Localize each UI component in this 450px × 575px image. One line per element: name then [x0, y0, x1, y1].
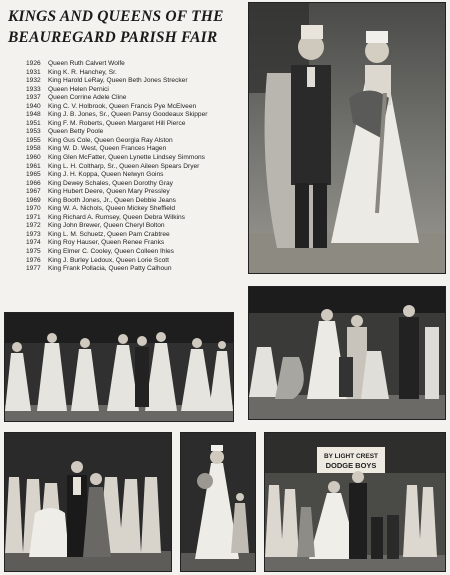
list-item — [26, 111, 246, 120]
entry-year: 1976 — [26, 256, 41, 264]
entry-year: 1961 — [26, 162, 41, 170]
entry-year: 1965 — [26, 171, 41, 179]
entry-names: King L. H. Coltharp, Sr., Queen Aileen Spears Dryer — [48, 162, 200, 170]
list-item — [26, 103, 246, 112]
list-item — [26, 137, 246, 146]
entry-names: King Frank Pollacia, Queen Patty Calhoun — [48, 265, 172, 273]
entry-year: 1958 — [26, 145, 41, 153]
entry-names: Queen Betty Poole — [48, 128, 104, 136]
entry-names: King Harold LeRay, Queen Beth Jones Strecker — [48, 77, 188, 85]
entry-year: 1948 — [26, 111, 41, 119]
entry-names: Queen Helen Pernici — [48, 85, 109, 93]
photo-court-lineup — [4, 432, 172, 572]
entry-names: Queen Corrine Adele Cline — [48, 94, 127, 102]
list-item — [26, 231, 246, 240]
title-line-1: KINGS AND QUEENS OF THE — [8, 8, 224, 25]
entry-year: 1972 — [26, 222, 41, 230]
photo-court-under-sign — [264, 432, 446, 572]
royalty-list — [26, 60, 246, 274]
entry-names: King F. M. Roberts, Queen Margaret Hill Pierce — [48, 119, 186, 127]
entry-names: King J. Burley Ledoux, Queen Lorie Scott — [48, 256, 169, 264]
page-title — [8, 6, 240, 48]
list-item — [26, 257, 246, 266]
entry-names: King Hubert Deere, Queen Mary Pressley — [48, 188, 170, 196]
entry-year: 1926 — [26, 60, 41, 67]
entry-names: King John Brewer, Queen Cheryl Bolton — [48, 222, 165, 230]
list-item — [26, 265, 246, 274]
photo-group-stage-children — [4, 312, 234, 422]
entry-names: King W. D. West, Queen Frances Hagen — [48, 145, 167, 153]
photo-king-queen-couple — [248, 2, 446, 274]
entry-names: King J. B. Jones, Sr., Queen Pansy Goodeaux Skipper — [48, 111, 208, 119]
list-item — [26, 154, 246, 163]
entry-year: 1967 — [26, 188, 41, 196]
entry-year: 1975 — [26, 248, 41, 256]
entry-names: King Dewey Schales, Queen Dorothy Gray — [48, 179, 173, 187]
entry-names: King Gus Cole, Queen Georgia Ray Alston — [48, 136, 173, 144]
entry-year: 1932 — [26, 77, 41, 85]
entry-year: 1955 — [26, 136, 41, 144]
entry-year: 1931 — [26, 68, 41, 76]
entry-names: King K. R. Hanchey, Sr. — [48, 68, 117, 76]
list-item — [26, 145, 246, 154]
entry-names: King Richard A. Rumsey, Queen Debra Wilkins — [48, 213, 185, 221]
list-item — [26, 188, 246, 197]
entry-names: Queen Ruth Calvert Wolfe — [48, 60, 125, 67]
list-item — [26, 69, 246, 78]
entry-year: 1933 — [26, 85, 41, 93]
entry-names: King Booth Jones, Jr., Queen Debbie Jeans — [48, 196, 176, 204]
list-item — [26, 205, 246, 214]
entry-names: King Roy Hauser, Queen Renee Franks — [48, 239, 165, 247]
entry-names: King Glen McFatter, Queen Lynette Lindsey Simmons — [48, 154, 205, 162]
entry-year: 1966 — [26, 179, 41, 187]
entry-names: King J. H. Koppa, Queen Nelwyn Goins — [48, 171, 164, 179]
entry-year: 1940 — [26, 102, 41, 110]
list-item — [26, 239, 246, 248]
sign-text-line-2: DODGE BOYS — [325, 461, 377, 470]
entry-names: King L. M. Schuetz, Queen Pam Crabtree — [48, 230, 170, 238]
entry-year: 1970 — [26, 205, 41, 213]
entry-year: 1953 — [26, 128, 41, 136]
list-item — [26, 222, 246, 231]
entry-names: King C. V. Holbrook, Queen Francis Pye McElveen — [48, 102, 197, 110]
entry-year: 1969 — [26, 196, 41, 204]
entry-year: 1937 — [26, 94, 41, 102]
entry-names: King W. A. Nichols, Queen Mickey Sheffield — [48, 205, 176, 213]
list-item — [26, 60, 246, 69]
entry-names: King Elmer C. Cooley, Queen Colleen Ihles — [48, 248, 174, 256]
list-item — [26, 77, 246, 86]
list-item — [26, 94, 246, 103]
list-item — [26, 180, 246, 189]
entry-year: 1973 — [26, 230, 41, 238]
entry-year: 1974 — [26, 239, 41, 247]
entry-year: 1977 — [26, 265, 41, 273]
list-item — [26, 214, 246, 223]
photo-court-with-children — [248, 286, 446, 420]
list-item — [26, 163, 246, 172]
list-item — [26, 248, 246, 257]
list-item — [26, 128, 246, 137]
list-item — [26, 197, 246, 206]
list-item — [26, 86, 246, 95]
list-item — [26, 171, 246, 180]
entry-year: 1960 — [26, 154, 41, 162]
entry-year: 1951 — [26, 119, 41, 127]
title-line-2: BEAUREGARD PARISH FAIR — [8, 29, 218, 46]
sign-text-line-1: BY LIGHT CREST — [323, 453, 379, 460]
list-item — [26, 120, 246, 129]
entry-year: 1971 — [26, 213, 41, 221]
photo-single-queen — [180, 432, 256, 572]
